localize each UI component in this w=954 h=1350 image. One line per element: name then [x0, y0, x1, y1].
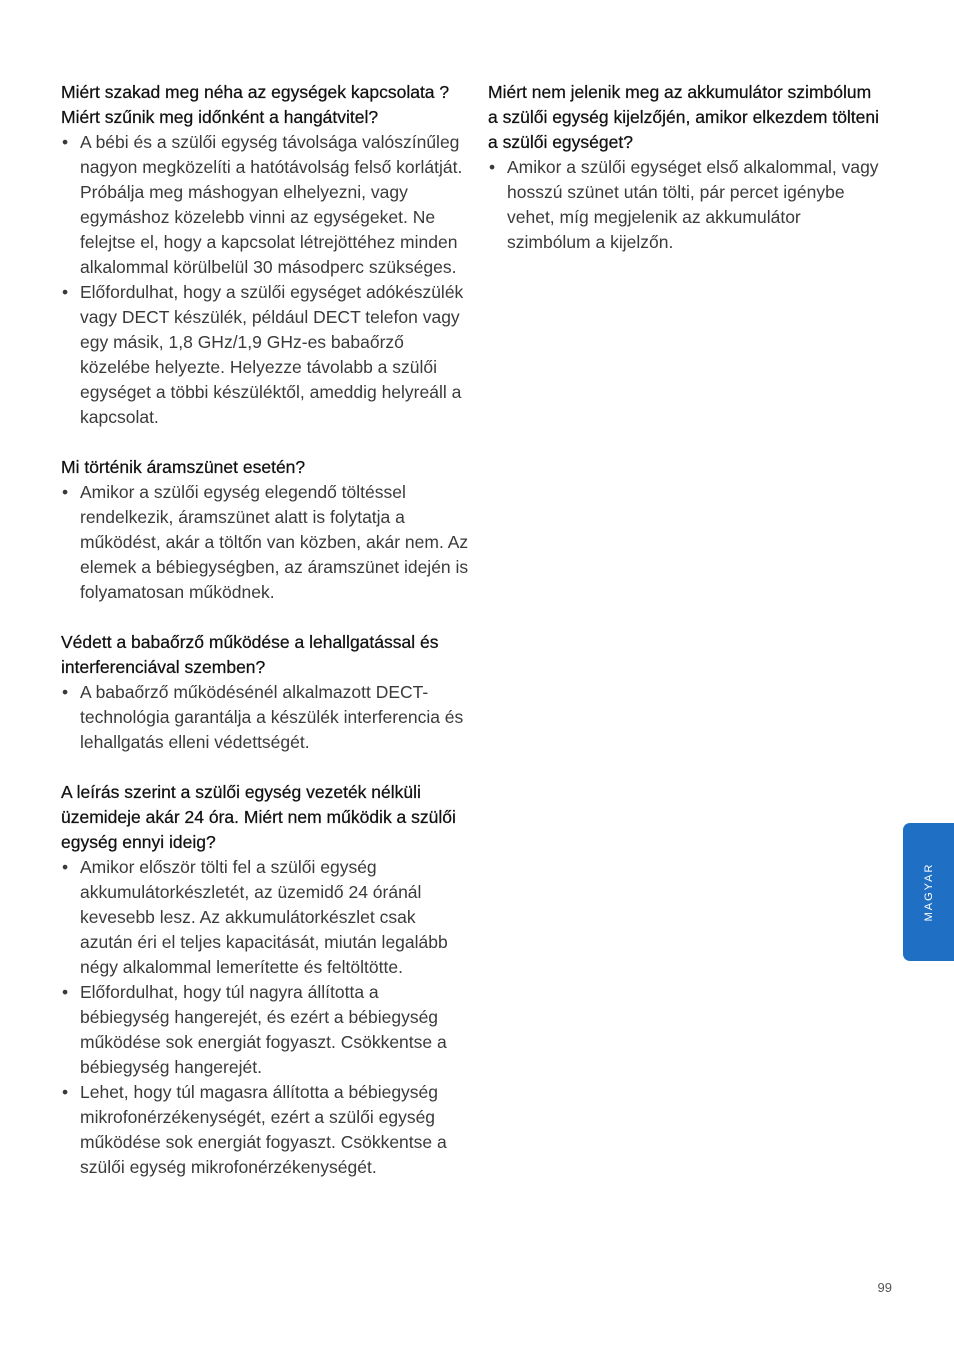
- faq-answer-list: [61, 130, 471, 430]
- faq-section: [61, 80, 471, 430]
- page-number: 99: [877, 1280, 892, 1295]
- faq-answer-list: [61, 855, 471, 1180]
- faq-answer: • Lehet, hogy túl magasra állította a bébiegység mikrofonérzékenységét, ezért a szülői egység működése sok energiát fogyaszt. Csökkentse a szülői egység mikrofonérzékenységét.: [61, 1080, 471, 1180]
- language-tab-label: MAGYAR: [922, 862, 935, 922]
- faq-answer: • A bébi és a szülői egység távolsága valószínűleg nagyon megközelíti a hatótávolság felső korlátját. Próbálja meg máshogyan elhelyezni, vagy egymáshoz közelebb vinni az egységeket. Ne felejtse el, hogy a kapcsolat létrejöttéhez minden alkalommal körülbelül 30 másodperc szükséges.: [61, 130, 471, 280]
- faq-section: [61, 455, 471, 605]
- right-column: [488, 80, 883, 280]
- faq-answer: • Amikor először tölti fel a szülői egység akkumulátorkészletét, az üzemidő 24 óránál kevesebb lesz. Az akkumulátorkészlet csak azután éri el teljes kapacitását, miután legalább négy alkalommal lemerítette és feltöltötte.: [61, 855, 471, 980]
- language-tab: [903, 823, 954, 961]
- faq-question: Miért nem jelenik meg az akkumulátor szimbólum a szülői egység kijelzőjén, amikor elkezdem tölteni a szülői egységet?: [488, 82, 880, 152]
- faq-answer: • Előfordulhat, hogy túl nagyra állította a bébiegység hangerejét, és ezért a bébiegység működése sok energiát fogyaszt. Csökkentse a bébiegység hangerejét.: [61, 980, 471, 1080]
- faq-question: Miért szakad meg néha az egységek kapcsolata ? Miért szűnik meg időnként a hangátvitel?: [61, 82, 450, 127]
- faq-answer: • A babaőrző működésénél alkalmazott DECT-technológia garantálja a készülék interferencia és lehallgatás elleni védettségét.: [61, 680, 471, 755]
- faq-answer: • Amikor a szülői egységet első alkalommal, vagy hosszú szünet után tölti, pár percet igénybe vehet, míg megjelenik az akkumulátor szimbólum a kijelzőn.: [488, 155, 883, 255]
- faq-answer-list: [488, 155, 883, 255]
- faq-answer: • Előfordulhat, hogy a szülői egységet adókészülék vagy DECT készülék, például DECT telefon vagy egy másik, 1,8 GHz/1,9 GHz-es babaőrző közelébe helyezte. Helyezze távolabb a szülői egységet a többi készüléktől, ameddig helyreáll a kapcsolat.: [61, 280, 471, 430]
- faq-section: [61, 630, 471, 755]
- faq-section: [61, 780, 471, 1180]
- faq-question: Védett a babaőrző működése a lehallgatással és interferenciával szemben?: [61, 632, 439, 677]
- faq-section: [488, 80, 883, 255]
- faq-answer: • Amikor a szülői egység elegendő töltéssel rendelkezik, áramszünet alatt is folytatja a működést, akár a töltőn van közben, akár nem. Az elemek a bébiegységben, az áramszünet idején is folyamatosan működnek.: [61, 480, 471, 605]
- faq-question: Mi történik áramszünet esetén?: [61, 457, 306, 477]
- left-column: [61, 80, 471, 1205]
- faq-answer-list: [61, 680, 471, 755]
- faq-question: A leírás szerint a szülői egység vezeték nélküli üzemideje akár 24 óra. Miért nem működik a szülői egység ennyi ideig?: [61, 782, 456, 852]
- faq-answer-list: [61, 480, 471, 605]
